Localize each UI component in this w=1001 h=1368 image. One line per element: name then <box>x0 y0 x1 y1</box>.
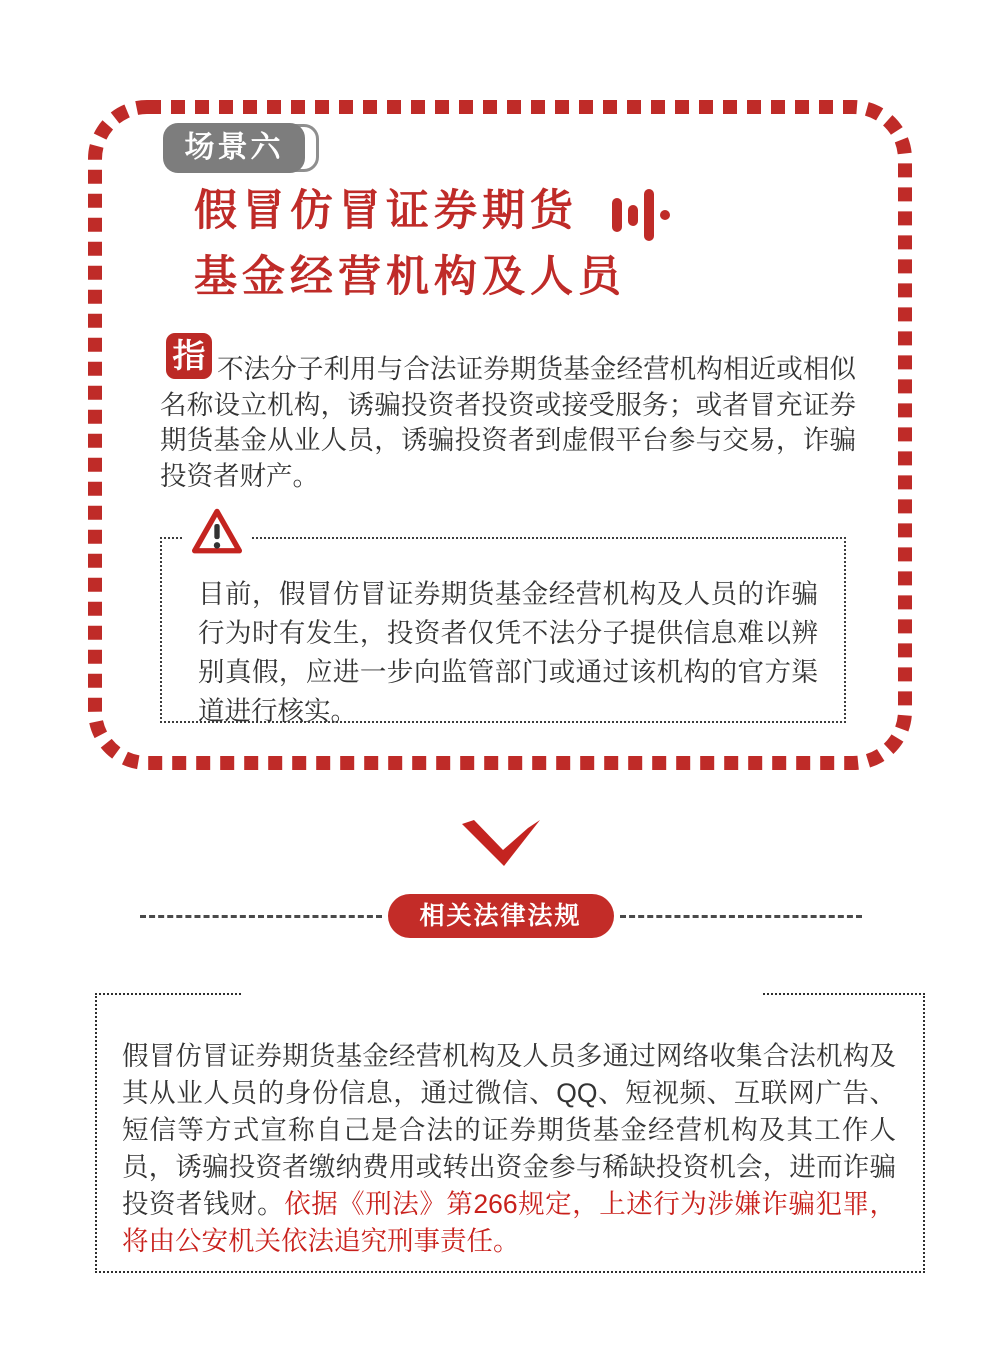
law-section-badge: 相关法律法规 <box>388 894 614 938</box>
soundwave-dot <box>660 210 670 220</box>
chevron-down-icon <box>458 816 544 868</box>
pointer-badge: 指 <box>166 333 212 379</box>
scene-description: 不法分子利用与合法证券期货基金经营机构相近或相似名称设立机构，诱骗投资者投资或接受服务；或者冒充证券期货基金从业人员，诱骗投资者到虚假平台参与交易，诈骗投资者财产。 <box>160 354 856 491</box>
soundwave-bar <box>628 205 638 226</box>
section-divider <box>0 894 1001 938</box>
scene-title-line2: 基金经营机构及人员 <box>194 253 626 301</box>
scene-tag <box>163 123 333 173</box>
scene-title-line1: 假冒仿冒证券期货 <box>194 187 578 235</box>
warning-box <box>160 537 846 726</box>
law-text <box>122 1038 896 1260</box>
soundwave-bar <box>644 189 654 241</box>
law-box <box>95 993 925 1273</box>
warning-triangle-icon <box>182 507 252 562</box>
divider-dash-right <box>620 915 862 918</box>
scene-tag-label: 场景六 <box>163 123 305 173</box>
divider-dash-left <box>140 915 382 918</box>
soundwave-bar <box>612 198 622 232</box>
law-text-black: 假冒仿冒证券期货基金经营机构及人员多通过网络收集合法机构及其从业人员的身份信息，通过微信、QQ、短视频、互联网广告、短信等方式宣称自己是合法的证券期货基金经营机构及其工作人员，诱骗投资者缴纳费用或转出资金参与稀缺投资机会，进而诈骗投资者钱财。 <box>122 1041 896 1219</box>
law-text-red: 依据《刑法》第266规定，上述行为涉嫌诈骗犯罪，将由公安机关依法追究刑事责任。 <box>122 1189 897 1256</box>
law-box-border-gap <box>242 992 763 998</box>
warning-text: 目前，假冒仿冒证券期货基金经营机构及人员的诈骗行为时有发生，投资者仅凭不法分子提供信息难以辨别真假，应进一步向监管部门或通过该机构的官方渠道进行核实。 <box>198 579 818 726</box>
scene-title <box>194 178 626 310</box>
soundwave-icon <box>612 186 670 244</box>
